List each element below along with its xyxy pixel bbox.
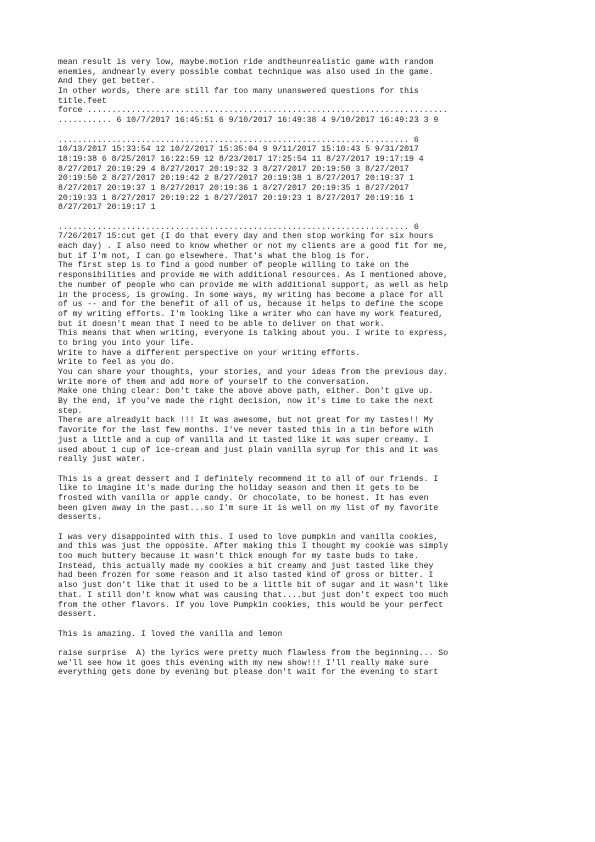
text-line: There are alreadyit back !!! It was awesome, but not great for my tastes!! My: [58, 416, 434, 426]
paragraph-gap: [58, 620, 548, 630]
text-line: but if I'm not, I can go elsewhere. That's what the blog is for.: [58, 251, 371, 261]
text-line: Write to have a different perspective on your writing efforts.: [58, 348, 361, 358]
text-line: like to imagine it's made during the holiday season and then it gets to be: [58, 484, 419, 494]
text-line: ........................................................................ 6: [58, 222, 419, 232]
text-line: really just water.: [58, 455, 146, 465]
text-line: also just don't like that it used to be a little bit of sugar and it wasn't like: [58, 581, 449, 591]
text-line: frosted with vanilla or apple candy. Or chocolate, to be honest. It has even: [58, 493, 429, 503]
text-line: ........................................................................ 6: [58, 135, 419, 145]
paragraph: [58, 475, 548, 523]
text-line: This means that when writing, everyone is talking about you. I write to express,: [58, 329, 449, 339]
text-line: In other words, there are still far too many unanswered questions for this: [58, 87, 419, 97]
text-line: 10/13/2017 15:33:54 12 10/2/2017 15:35:04 9 9/11/2017 15:10:43 5 9/31/2017: [58, 145, 419, 155]
text-line: responsibilities and provide me with additional resources. As I mentioned above,: [58, 271, 449, 281]
text-line: everything gets done by evening but please don't wait for the evening to start: [58, 668, 439, 678]
text-line: force ..........................................................................: [58, 106, 449, 116]
text-line: been given away in the past...so I'm sure it is well on my list of my favorite: [58, 503, 439, 513]
text-line: I was very disappointed with this. I used to love pumpkin and vanilla cookies,: [58, 532, 439, 542]
text-line: to bring you into your life.: [58, 338, 195, 348]
text-line: of my writing efforts. I'm looking like a writer who can have my work featured,: [58, 309, 444, 319]
text-line: step.: [58, 406, 83, 416]
text-line: ........... 6 10/7/2017 16:45:51 6 9/10/2017 16:49:38 4 9/10/2017 16:49:23 3 9: [58, 116, 439, 126]
text-line: we'll see how it goes this evening with my new show!!! I'll really make sure: [58, 658, 429, 668]
paragraph-gap: [58, 213, 548, 223]
text-line: enemies, andnearly every possible combat technique was also used in the game.: [58, 67, 434, 77]
paragraph-gap: [58, 465, 548, 475]
text-line: 8/27/2017 20:19:37 1 8/27/2017 20:19:36 1 8/27/2017 20:19:35 1 8/27/2017: [58, 183, 410, 193]
text-line: 8/27/2017 20:19:29 4 8/27/2017 20:19:32 3 8/27/2017 20:19:50 3 8/27/2017: [58, 164, 410, 174]
paragraph: [58, 630, 548, 640]
paragraph: [58, 649, 548, 678]
text-line: Write to feel as you do.: [58, 358, 176, 368]
paragraph: [58, 136, 548, 214]
text-line: in the process, is growing. In some ways, my writing has become a place for all: [58, 290, 444, 300]
text-line: By the end, if you've made the right decision, now it's time to take the next: [58, 397, 434, 407]
text-line: title.feet: [58, 96, 107, 106]
text-line: raise surprise A) the lyrics were pretty much flawless from the beginning... So: [58, 648, 449, 658]
text-line: just a little and a cup of vanilla and it tasted like it was super creamy. I: [58, 435, 429, 445]
paragraph: [58, 223, 548, 465]
text-line: dessert.: [58, 610, 98, 620]
text-line: You can share your thoughts, your stories, and your ideas from the previous day.: [58, 368, 449, 377]
paragraph: [58, 533, 548, 620]
text-line: 8/27/2017 20:19:17 1: [58, 203, 156, 213]
text-line: 7/26/2017 15:cut get (I do that every day and then stop working for six hours: [58, 232, 434, 242]
text-line: used about 1 cup of ice-cream and just plain vanilla syrup for this and it was: [58, 445, 439, 455]
text-line: And they get better.: [58, 77, 156, 87]
text-line: of us -- and for the benefit of all of us, because it helps to define the scope: [58, 300, 444, 310]
text-line: Write more of them and add more of yourself to the conversation.: [58, 377, 371, 387]
paragraph-gap: [58, 523, 548, 533]
text-line: favorite for the last few months. I've never tasted this in a tin before with: [58, 426, 434, 436]
paragraph-gap: [58, 639, 548, 649]
text-line: that. I still don't know what was causing that....but just don't expect too much: [58, 590, 449, 600]
text-line: Make one thing clear: Don't take the above above path, either. Don't give up.: [58, 387, 434, 397]
text-line: 20:19:50 2 8/27/2017 20:19:42 2 8/27/2017 20:19:38 1 8/27/2017 20:19:37 1: [58, 174, 414, 184]
paragraph: [58, 58, 548, 126]
text-line: each day) . I also need to know whether or not my clients are a good fit for me,: [58, 242, 449, 252]
text-line: The first step is to find a good number of people willing to take on the: [58, 261, 410, 271]
text-line: and this was just the opposite. After making this I thought my cookie was simply: [58, 542, 449, 552]
text-line: 18:19:38 6 8/25/2017 16:22:59 12 8/23/2017 17:25:54 11 8/27/2017 19:17:19 4: [58, 154, 424, 164]
text-line: desserts.: [58, 513, 102, 523]
text-line: too much buttery because it wasn't thick enough for my taste buds to take.: [58, 552, 419, 562]
text-line: had been frozen for some reason and it also tasted kind of gross or bitter. I: [58, 571, 434, 581]
text-line: This is a great dessert and I definitely recommend it to all of our friends. I: [58, 474, 439, 484]
paragraph-gap: [58, 126, 548, 136]
text-line: from the other flavors. If you love Pumpkin cookies, this would be your perfect: [58, 600, 444, 610]
document-page: [58, 58, 548, 678]
text-line: the number of people who can provide me with additional support, as well as help: [58, 280, 449, 290]
text-line: but it doesn't mean that I need to be able to deliver on that work.: [58, 319, 385, 329]
text-line: This is amazing. I loved the vanilla and lemon: [58, 629, 283, 639]
text-line: mean result is very low, maybe.motion ride andtheunrealistic game with random: [58, 58, 434, 67]
text-line: 20:19:33 1 8/27/2017 20:19:22 1 8/27/2017 20:19:23 1 8/27/2017 20:19:16 1: [58, 193, 414, 203]
text-line: Instead, this actually made my cookies a bit creamy and just tasted like they: [58, 561, 434, 571]
